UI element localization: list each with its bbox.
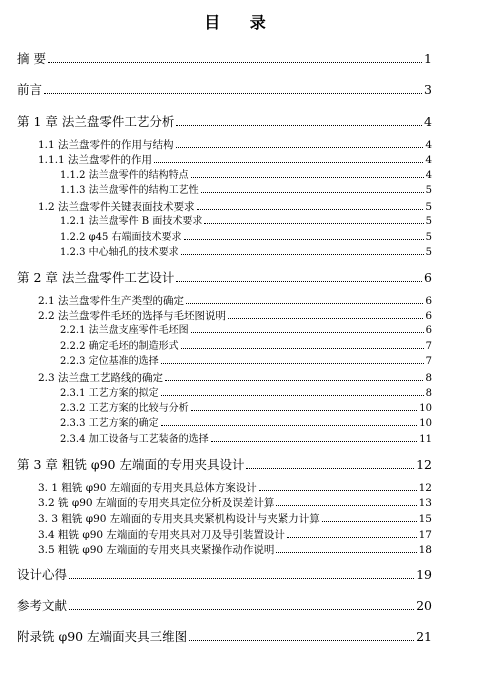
toc-entry[interactable] [60,217,432,227]
toc-entry-page: 19 [416,567,432,582]
toc-leader-dots [176,280,422,282]
toc-leader-dots [161,424,418,426]
toc-entry-label: 摘 要 [17,51,46,66]
toc-leader-dots [191,176,424,178]
toc-entry-page: 4 [424,114,432,129]
toc-entry-label: 1.1 法兰盘零件的作用与结构 [38,139,174,151]
toc-entry-page: 12 [416,457,432,472]
toc-leader-dots [154,161,423,163]
toc-leader-dots [259,489,417,491]
toc-leader-dots [176,124,422,126]
toc-leader-dots [197,208,424,210]
toc-entry-label: 1.1.3 法兰盘零件的结构工艺性 [60,185,199,196]
toc-entry[interactable] [38,514,432,525]
toc-leader-dots [181,253,424,255]
toc-entry-label: 1.2 法兰盘零件关键表面技术要求 [38,201,195,213]
toc-entry-label: 第 2 章 法兰盘零件工艺设计 [17,270,175,285]
toc-entry-page: 3 [424,82,432,97]
toc-entry[interactable] [17,600,432,613]
toc-entry-label: 1.2.3 中心轴孔的技术要求 [60,247,179,258]
toc-entry-label: 3. 3 粗铣 φ90 左端面的专用夹具夹紧机构设计与夹紧力计算 [38,513,320,525]
toc-entry-page: 7 [425,356,432,367]
toc-leader-dots [161,362,424,364]
toc-leader-dots [191,331,424,333]
toc-entry[interactable] [38,140,432,151]
toc-title: 目 录 [204,13,278,32]
toc-entry-label: 2.2.1 法兰盘支座零件毛坯图 [60,325,189,336]
toc-entry[interactable] [38,373,432,384]
toc-entry[interactable] [60,419,432,429]
toc-entry[interactable] [38,498,432,509]
toc-entry[interactable] [38,296,432,307]
toc-entry-page: 10 [419,403,432,414]
toc-entry-page: 21 [416,629,432,644]
toc-entry-page: 5 [425,232,432,243]
toc-entry-label: 设计心得 [17,567,68,582]
toc-leader-dots [186,302,423,304]
toc-leader-dots [165,379,423,381]
toc-leader-dots [69,608,414,610]
toc-entry[interactable] [17,53,432,66]
toc-leader-dots [161,394,424,396]
toc-entry-label: 3. 1 粗铣 φ90 左端面的专用夹具总体方案设计 [38,482,257,494]
toc-entry[interactable] [17,631,432,644]
toc-entry-page: 4 [425,170,432,181]
toc-entry-label: 2.2 法兰盘零件毛坯的选择与毛坯图说明 [38,310,227,322]
toc-entry-label: 1.1.1 法兰盘零件的作用 [38,154,153,166]
toc-entry[interactable] [60,233,432,243]
toc-entry-label: 2.3 法兰盘工艺路线的确定 [38,372,164,384]
toc-entry[interactable] [38,155,432,166]
toc-entry-page: 7 [425,341,432,352]
toc-leader-dots [176,146,424,148]
toc-entry-page: 8 [425,388,432,399]
toc-entry-label: 2.3.1 工艺方案的拟定 [60,388,159,399]
toc-leader-dots [44,92,422,94]
toc-entry-page: 5 [425,185,432,196]
toc-leader-dots [184,238,424,240]
toc-entry-page: 18 [418,544,432,556]
toc-entry-label: 2.2.2 确定毛坯的制造形式 [60,341,179,352]
toc-entry[interactable] [60,342,432,352]
toc-entry-label: 附录铣 φ90 左端面夹具三维图 [17,629,188,644]
toc-leader-dots [181,347,424,349]
toc-entry-page: 10 [419,418,432,429]
toc-entry[interactable] [17,459,432,472]
toc-leader-dots [246,467,414,469]
toc-entry[interactable] [17,84,432,97]
toc-entry[interactable] [38,311,432,322]
toc-entry-page: 6 [425,310,432,322]
toc-entry[interactable] [60,404,432,414]
toc-entry[interactable] [17,569,432,582]
toc-entry[interactable] [38,545,432,556]
toc-leader-dots [204,222,423,224]
toc-entry[interactable] [60,186,432,196]
toc-leader-dots [287,536,417,538]
toc-entry-page: 4 [425,139,432,151]
toc-entry-label: 3.4 粗铣 φ90 左端面的专用夹具对刀及导引装置设计 [38,529,285,541]
toc-entry[interactable] [38,483,432,494]
toc-leader-dots [322,520,417,522]
toc-leader-dots [276,504,416,506]
toc-entry-page: 1 [424,51,432,66]
toc-entry-page: 4 [425,154,432,166]
toc-leader-dots [276,551,416,553]
toc-entry[interactable] [17,116,432,129]
toc-entry-label: 2.3.4 加工设备与工艺装备的选择 [60,434,209,445]
toc-entry-label: 1.2.1 法兰盘零件 B 面技术要求 [60,216,203,227]
toc-entry[interactable] [38,530,432,541]
toc-entry-page: 5 [425,216,432,227]
toc-leader-dots [201,191,424,193]
toc-entry-label: 第 1 章 法兰盘零件工艺分析 [17,114,175,129]
toc-entry-page: 8 [425,372,432,384]
toc-leader-dots [211,440,418,442]
toc-entry-page: 6 [424,270,432,285]
toc-entry-page: 6 [425,325,432,336]
toc-entry-page: 13 [418,497,432,509]
toc-entry-page: 20 [416,598,432,613]
toc-leader-dots [48,61,422,63]
toc-entry-label: 1.2.2 φ45 右端面技术要求 [60,232,182,243]
toc-entry-page: 5 [425,201,432,213]
toc-entry-label: 2.2.3 定位基准的选择 [60,356,159,367]
toc-entry[interactable] [38,202,432,213]
toc-leader-dots [69,577,414,579]
toc-entry-page: 6 [425,295,432,307]
toc-entry-page: 11 [419,434,432,445]
toc-entry-label: 2.1 法兰盘零件生产类型的确定 [38,295,185,307]
toc-entry-label: 3.5 粗铣 φ90 左端面的专用夹具夹紧操作动作说明 [38,544,275,556]
toc-entry-label: 前言 [17,82,43,97]
toc-entry-page: 17 [418,529,432,541]
toc-entry-label: 2.3.2 工艺方案的比较与分析 [60,403,189,414]
toc-entry[interactable] [60,171,432,181]
toc-entry[interactable] [60,248,432,258]
toc-entry-label: 参考文献 [17,598,68,613]
toc-entry-page: 5 [425,247,432,258]
toc-entry-page: 12 [418,482,432,494]
toc-leader-dots [228,317,423,319]
toc-entry-label: 第 3 章 粗铣 φ90 左端面的专用夹具设计 [17,457,245,472]
toc-entry-label: 3.2 铣 φ90 左端面的专用夹具定位分析及误差计算 [38,497,275,509]
toc-leader-dots [189,639,414,641]
toc-entry[interactable] [60,326,432,336]
toc-entry[interactable] [60,389,432,399]
toc-leader-dots [191,409,418,411]
toc-entry-label: 1.1.2 法兰盘零件的结构特点 [60,170,189,181]
toc-entry-page: 15 [418,513,432,525]
toc-entry[interactable] [17,272,432,285]
toc-entry[interactable] [60,435,432,445]
toc-entry-label: 2.3.3 工艺方案的确定 [60,418,159,429]
toc-entry[interactable] [60,357,432,367]
